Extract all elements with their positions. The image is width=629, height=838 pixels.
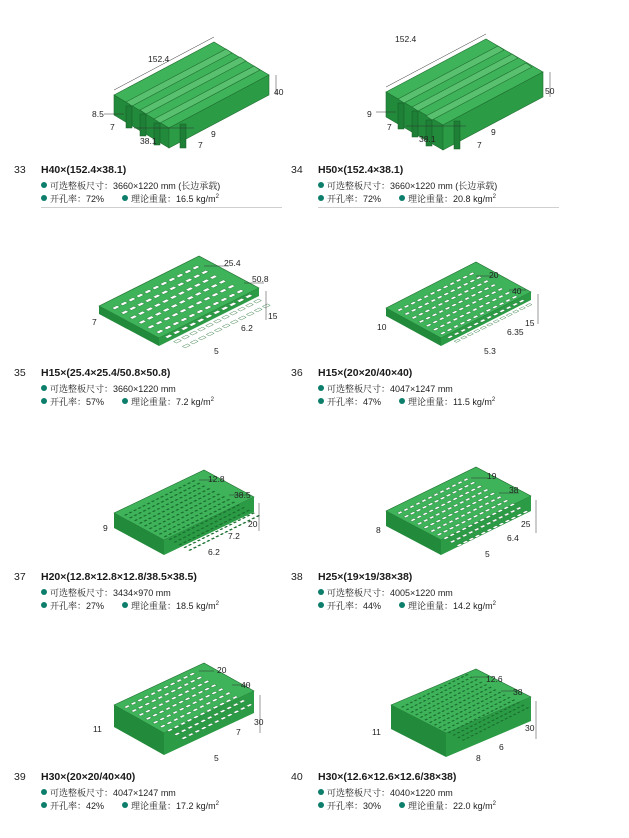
size-value: 3660×1220 mm (长边承载) xyxy=(113,181,221,191)
bullet-icon xyxy=(122,602,128,608)
divider xyxy=(318,207,559,208)
dim-label-5: 9 xyxy=(211,129,216,139)
weight-value: 22.0 kg/m xyxy=(453,801,493,811)
item-title: H20×(12.8×12.8×12.8/38.5×38.5) xyxy=(41,571,197,583)
dim-label-0: 19 xyxy=(487,471,497,481)
bullet-icon xyxy=(318,398,324,404)
dim-label-4: 7 xyxy=(236,727,241,737)
open-label: 开孔率： xyxy=(327,601,364,611)
weight-sup: 2 xyxy=(492,801,496,807)
grid-opening xyxy=(219,528,223,530)
grid-opening xyxy=(493,320,499,323)
open-label: 开孔率： xyxy=(327,194,364,204)
grid-opening xyxy=(222,315,230,319)
bullet-icon xyxy=(318,602,324,608)
grid-opening xyxy=(214,319,222,323)
open-value: 27% xyxy=(86,601,105,611)
item-number: 33 xyxy=(14,164,26,176)
item-title: H40×(152.4×38.1) xyxy=(41,164,127,176)
grid-opening xyxy=(246,303,254,307)
bullet-icon xyxy=(318,182,324,188)
grid-opening xyxy=(206,332,214,336)
grating-drawing xyxy=(14,228,284,368)
size-label: 可选整板尺寸： xyxy=(327,384,391,394)
open-label: 开孔率： xyxy=(50,194,87,204)
grid-opening xyxy=(220,533,224,535)
open-label: 开孔率： xyxy=(327,397,364,407)
open-value: 57% xyxy=(86,397,105,407)
dim-label-2: 15 xyxy=(525,318,535,328)
dim-label-0: 12.8 xyxy=(208,474,225,484)
dim-label-4: 7.2 xyxy=(228,531,240,541)
weight-value: 7.2 kg/m xyxy=(176,397,211,407)
bullet-icon xyxy=(122,802,128,808)
dim-label-5: 5.3 xyxy=(484,346,496,356)
grating-drawing xyxy=(14,20,284,170)
grid-opening xyxy=(206,535,210,537)
open-value: 72% xyxy=(86,194,105,204)
size-label: 可选整板尺寸： xyxy=(327,788,391,798)
grid-opening xyxy=(487,323,493,326)
grid-opening xyxy=(500,316,506,319)
item-title: H50×(152.4×38.1) xyxy=(318,164,404,176)
dim-label-1: 38.5 xyxy=(234,490,251,500)
weight-label: 理论重量： xyxy=(131,601,177,611)
item-title: H25×(19×19/38×38) xyxy=(318,571,413,583)
bullet-icon xyxy=(41,182,47,188)
grid-opening xyxy=(201,537,205,539)
grid-opening xyxy=(215,535,219,537)
grating-drawing xyxy=(14,433,284,573)
open-label: 开孔率： xyxy=(50,397,87,407)
grid-opening xyxy=(254,299,262,303)
grating-drawing xyxy=(291,433,561,573)
weight-value: 17.2 kg/m xyxy=(176,801,216,811)
grid-opening xyxy=(480,326,486,329)
bullet-icon xyxy=(41,398,47,404)
product-card-36 xyxy=(291,228,561,428)
bullet-icon xyxy=(41,195,47,201)
dim-label-0: 152.4 xyxy=(148,54,170,64)
grid-opening xyxy=(519,307,525,310)
size-value: 3660×1220 mm xyxy=(113,384,176,394)
size-value: 3660×1220 mm (长边承载) xyxy=(390,181,498,191)
open-label: 开孔率： xyxy=(50,801,87,811)
item-number: 40 xyxy=(291,771,303,783)
item-number: 37 xyxy=(14,571,26,583)
grid-opening xyxy=(192,542,196,544)
divider xyxy=(41,207,282,208)
product-card-40 xyxy=(291,633,561,833)
grid-opening xyxy=(193,547,197,549)
grid-opening xyxy=(474,329,480,332)
open-value: 47% xyxy=(363,397,382,407)
grid-opening xyxy=(198,327,206,331)
dim-label-0: 25.4 xyxy=(224,258,241,268)
bullet-icon xyxy=(122,398,128,404)
open-label: 开孔率： xyxy=(50,601,87,611)
grid-opening xyxy=(198,336,206,340)
weight-value: 11.5 kg/m xyxy=(453,397,492,407)
grid-opening xyxy=(238,524,242,526)
product-card-34 xyxy=(291,20,561,220)
dim-label-0: 20 xyxy=(217,665,227,675)
bullet-icon xyxy=(41,802,47,808)
grid-opening xyxy=(238,307,246,311)
size-value: 3434×970 mm xyxy=(113,588,171,598)
product-card-33 xyxy=(14,20,284,220)
dim-label-6: 7 xyxy=(198,140,203,150)
bullet-icon xyxy=(318,195,324,201)
grid-opening xyxy=(214,328,222,332)
grid-opening xyxy=(183,546,187,548)
dim-label-3: 11 xyxy=(372,727,381,737)
grid-opening xyxy=(238,316,246,320)
grating-h40 xyxy=(114,42,269,148)
dim-label-2: 8.5 xyxy=(92,109,104,119)
dim-label-3: 11 xyxy=(93,724,102,734)
dim-label-3: 7 xyxy=(387,122,392,132)
weight-value: 14.2 kg/m xyxy=(453,601,493,611)
weight-label: 理论重量： xyxy=(131,194,177,204)
size-value: 4047×1247 mm xyxy=(113,788,176,798)
dim-label-4: 6.35 xyxy=(507,327,524,337)
grating-h30-b xyxy=(391,669,531,757)
bullet-icon xyxy=(318,789,324,795)
weight-sup: 2 xyxy=(215,601,219,607)
bullet-icon xyxy=(41,602,47,608)
weight-label: 理论重量： xyxy=(408,194,454,204)
open-value: 44% xyxy=(363,601,382,611)
size-value: 4047×1247 mm xyxy=(390,384,453,394)
dim-label-2: 30 xyxy=(525,723,535,733)
dim-label-3: 9 xyxy=(103,523,108,533)
dim-label-4: 38.1 xyxy=(140,136,157,146)
bullet-icon xyxy=(399,602,405,608)
grating-h30-a xyxy=(114,663,254,755)
bullet-icon xyxy=(318,589,324,595)
grating-drawing xyxy=(14,633,284,773)
grid-opening xyxy=(461,336,467,339)
item-number: 38 xyxy=(291,571,303,583)
grid-opening xyxy=(513,310,519,313)
dim-label-1: 40 xyxy=(241,680,251,690)
grid-opening xyxy=(254,308,262,312)
grid-opening xyxy=(224,526,228,528)
grid-opening xyxy=(202,542,206,544)
size-label: 可选整板尺寸： xyxy=(327,588,391,598)
grating-drawing xyxy=(291,228,561,368)
size-label: 可选整板尺寸： xyxy=(50,588,114,598)
dim-label-4: 6.2 xyxy=(241,323,253,333)
dim-label-6: 7 xyxy=(477,140,482,150)
grating-h50 xyxy=(386,39,543,150)
grid-opening xyxy=(182,335,190,339)
product-card-37 xyxy=(14,433,284,633)
bullet-icon xyxy=(399,398,405,404)
dim-label-0: 12.6 xyxy=(486,674,503,684)
dim-label-2: 25 xyxy=(521,519,531,529)
dim-label-3: 10 xyxy=(377,322,387,332)
dim-label-1: 38 xyxy=(509,485,519,495)
dim-label-5: 6.2 xyxy=(208,547,220,557)
open-label: 开孔率： xyxy=(327,801,364,811)
dim-label-0: 152.4 xyxy=(395,34,417,44)
dim-label-5: 5 xyxy=(214,753,219,763)
grid-opening xyxy=(242,522,246,524)
dim-label-5: 6 xyxy=(499,742,504,752)
size-label: 可选整板尺寸： xyxy=(50,788,114,798)
bullet-icon xyxy=(318,385,324,391)
bullet-icon xyxy=(41,789,47,795)
dim-label-1: 40 xyxy=(512,286,522,296)
dim-label-0: 20 xyxy=(489,270,499,280)
bullet-icon xyxy=(41,385,47,391)
grid-opening xyxy=(230,320,238,324)
grid-opening xyxy=(174,339,182,343)
item-number: 39 xyxy=(14,771,26,783)
grid-opening xyxy=(230,311,238,315)
weight-sup: 2 xyxy=(492,601,496,607)
size-label: 可选整板尺寸： xyxy=(327,181,391,191)
grid-opening xyxy=(206,540,210,542)
weight-value: 16.5 kg/m xyxy=(176,194,216,204)
product-card-38 xyxy=(291,433,561,633)
grating-drawing xyxy=(291,20,561,170)
dim-label-4: 6.4 xyxy=(507,533,519,543)
weight-label: 理论重量： xyxy=(408,801,454,811)
weight-sup: 2 xyxy=(215,194,219,200)
open-value: 72% xyxy=(363,194,382,204)
dim-label-3: 8 xyxy=(376,525,381,535)
weight-sup: 2 xyxy=(492,194,496,200)
grating-h20 xyxy=(114,470,260,555)
grating-h15-a xyxy=(99,256,270,348)
size-label: 可选整板尺寸： xyxy=(50,384,114,394)
bullet-icon xyxy=(41,589,47,595)
dim-label-1: 38 xyxy=(513,687,523,697)
weight-value: 20.8 kg/m xyxy=(453,194,493,204)
dim-label-5: 5 xyxy=(214,346,219,356)
grid-opening xyxy=(467,333,473,336)
weight-label: 理论重量： xyxy=(131,397,177,407)
grid-opening xyxy=(262,304,270,308)
grid-opening xyxy=(210,533,214,535)
bullet-icon xyxy=(399,195,405,201)
grid-opening xyxy=(246,312,254,316)
grid-opening xyxy=(206,323,214,327)
item-number: 34 xyxy=(291,164,303,176)
item-title: H15×(25.4×25.4/50.8×50.8) xyxy=(41,367,171,379)
grid-opening xyxy=(233,526,237,528)
weight-value: 18.5 kg/m xyxy=(176,601,216,611)
size-value: 4005×1220 mm xyxy=(390,588,453,598)
bullet-icon xyxy=(318,802,324,808)
grid-opening xyxy=(190,331,198,335)
dim-label-3: 7 xyxy=(110,122,115,132)
size-value: 4040×1220 mm xyxy=(390,788,453,798)
dim-label-5: 9 xyxy=(491,127,496,137)
grid-opening xyxy=(215,530,219,532)
weight-label: 理论重量： xyxy=(408,397,454,407)
grid-opening xyxy=(222,324,230,328)
dim-label-1: 50.8 xyxy=(252,274,269,284)
grid-opening xyxy=(190,340,198,344)
dim-label-1: 50 xyxy=(545,86,555,96)
size-label: 可选整板尺寸： xyxy=(50,181,114,191)
item-number: 35 xyxy=(14,367,26,379)
grid-opening xyxy=(188,544,192,546)
dim-label-1: 40 xyxy=(274,87,284,97)
product-card-35 xyxy=(14,228,284,428)
grid-opening xyxy=(256,515,260,517)
dim-label-5: 5 xyxy=(485,549,490,559)
item-number: 36 xyxy=(291,367,303,379)
grid-opening xyxy=(197,544,201,546)
weight-label: 理论重量： xyxy=(131,801,177,811)
dim-label-4: 8 xyxy=(476,753,481,763)
item-title: H30×(12.6×12.6×12.6/38×38) xyxy=(318,771,457,783)
product-card-39 xyxy=(14,633,284,833)
dim-label-2: 20 xyxy=(248,519,258,529)
weight-label: 理论重量： xyxy=(408,601,454,611)
item-title: H15×(20×20/40×40) xyxy=(318,367,413,379)
dim-label-2: 30 xyxy=(254,717,264,727)
grid-opening xyxy=(454,339,460,342)
grid-opening xyxy=(211,538,215,540)
grid-opening xyxy=(182,344,190,348)
dim-label-2: 15 xyxy=(268,311,278,321)
grid-opening xyxy=(188,549,192,551)
dim-label-4: 38.1 xyxy=(419,134,436,144)
bullet-icon xyxy=(122,195,128,201)
grid-opening xyxy=(506,313,512,316)
grating-drawing xyxy=(291,633,561,773)
grid-opening xyxy=(197,539,201,541)
item-title: H30×(20×20/40×40) xyxy=(41,771,136,783)
weight-sup: 2 xyxy=(210,397,214,403)
weight-sup: 2 xyxy=(215,801,219,807)
open-value: 42% xyxy=(86,801,105,811)
bullet-icon xyxy=(399,802,405,808)
open-value: 30% xyxy=(363,801,382,811)
dim-label-3: 7 xyxy=(92,317,97,327)
grid-opening xyxy=(526,303,532,306)
dim-label-2: 9 xyxy=(367,109,372,119)
weight-sup: 2 xyxy=(491,397,496,403)
